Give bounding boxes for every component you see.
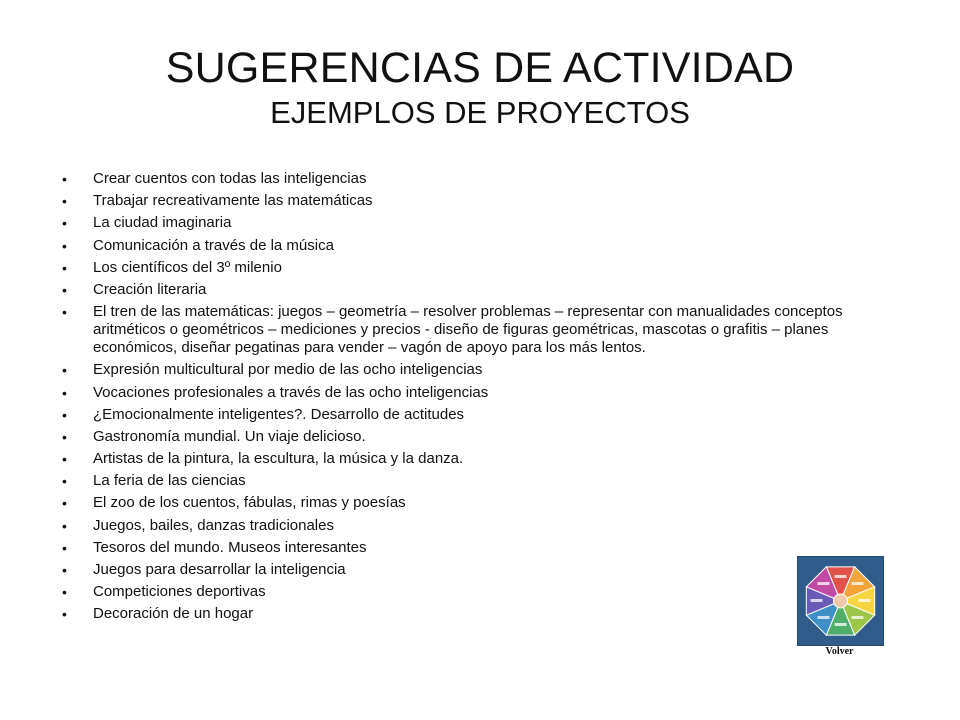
bullet-icon: • xyxy=(62,215,67,232)
list-item xyxy=(62,259,902,277)
list-item-text: Creación literaria xyxy=(93,280,207,298)
list-item xyxy=(62,361,902,379)
bullet-icon: • xyxy=(62,517,67,534)
multiple-intelligences-wheel-icon xyxy=(798,557,883,645)
list-item xyxy=(62,192,902,210)
wheel-segment-label xyxy=(835,623,847,626)
bullet-icon: • xyxy=(62,406,67,423)
list-item xyxy=(62,170,902,188)
slide-subtitle: EJEMPLOS DE PROYECTOS xyxy=(270,95,690,130)
list-item xyxy=(62,605,902,623)
list-item-text: La ciudad imaginaria xyxy=(93,214,232,232)
wheel-segment-label xyxy=(818,582,830,585)
list-item-text: Juegos, bailes, danzas tradicionales xyxy=(93,516,334,534)
bullet-icon: • xyxy=(62,281,67,298)
bullet-icon: • xyxy=(62,584,67,601)
list-item xyxy=(62,517,902,535)
wheel-segment-label xyxy=(851,616,863,619)
bullet-icon: • xyxy=(62,606,67,623)
bullet-icon: • xyxy=(62,495,67,512)
list-item xyxy=(62,237,902,255)
list-item xyxy=(62,561,902,579)
wheel-segment-label xyxy=(818,616,830,619)
list-item xyxy=(62,494,902,512)
volver-link[interactable]: Volver xyxy=(825,646,854,657)
list-item-text: ¿Emocionalmente inteligentes?. Desarrollo de actitudes xyxy=(93,405,465,423)
brain-center-icon xyxy=(834,594,848,608)
bullet-icon: • xyxy=(62,562,67,578)
wheel-segment-label xyxy=(859,599,871,602)
wheel-segment-label xyxy=(835,575,847,578)
bullet-icon: • xyxy=(62,473,67,490)
list-item xyxy=(62,384,902,402)
list-item-text: Artistas de la pintura, la escultura, la música y la danza. xyxy=(93,450,464,468)
wheel-segment-label xyxy=(851,582,863,585)
list-item xyxy=(62,583,902,601)
list-item-text: El zoo de los cuentos, fábulas, rimas y poesías xyxy=(93,494,406,512)
list-item-text: Tesoros del mundo. Museos interesantes xyxy=(93,538,367,556)
project-list xyxy=(62,170,902,628)
list-item-text: Decoración de un hogar xyxy=(93,605,254,623)
bullet-icon: • xyxy=(62,304,67,321)
bullet-icon: • xyxy=(62,384,67,401)
volver-image-link[interactable] xyxy=(797,556,884,646)
list-item-text: El tren de las matemáticas: juegos – geometría – resolver problemas – representar con manualidades conceptos aritméticos o geométricos – mediciones y precios - diseño de figuras geométricas, mascotas o grafitis – planes económicos, diseñar pegatinas para vender – vagón de apoyo para los más lentos. xyxy=(93,303,843,357)
list-item xyxy=(62,450,902,468)
list-item-text: Crear cuentos con todas las inteligencias xyxy=(93,170,367,187)
list-item-text: Vocaciones profesionales a través de las ocho inteligencias xyxy=(93,383,489,401)
list-item xyxy=(62,406,902,424)
bullet-icon: • xyxy=(62,539,67,556)
list-item-text: Los científicos del 3º milenio xyxy=(93,258,282,276)
bullet-icon: • xyxy=(62,259,67,276)
bullet-icon: • xyxy=(62,362,67,379)
bullet-icon: • xyxy=(62,171,67,187)
list-item xyxy=(62,472,902,490)
slide-title-block xyxy=(48,42,912,131)
list-item-text: Juegos para desarrollar la inteligencia xyxy=(93,561,346,578)
slide-title: SUGERENCIAS DE ACTIVIDAD xyxy=(165,44,795,92)
wheel-segment-label xyxy=(811,599,823,602)
bullet-icon: • xyxy=(62,451,67,468)
list-item-text: Comunicación a través de la música xyxy=(93,236,334,254)
list-item-text: Gastronomía mundial. Un viaje delicioso. xyxy=(93,427,366,445)
list-item-text: Expresión multicultural por medio de las ocho inteligencias xyxy=(93,361,483,379)
list-item-text: Competiciones deportivas xyxy=(93,583,266,601)
list-item-text: La feria de las ciencias xyxy=(93,472,246,490)
list-item xyxy=(62,281,902,299)
list-item xyxy=(62,303,902,357)
bullet-icon: • xyxy=(62,237,67,254)
list-item xyxy=(62,539,902,557)
list-item xyxy=(62,428,902,446)
bullet-icon: • xyxy=(62,428,67,445)
list-item xyxy=(62,214,902,232)
bullet-icon: • xyxy=(62,193,67,210)
list-item-text: Trabajar recreativamente las matemáticas xyxy=(93,192,373,210)
